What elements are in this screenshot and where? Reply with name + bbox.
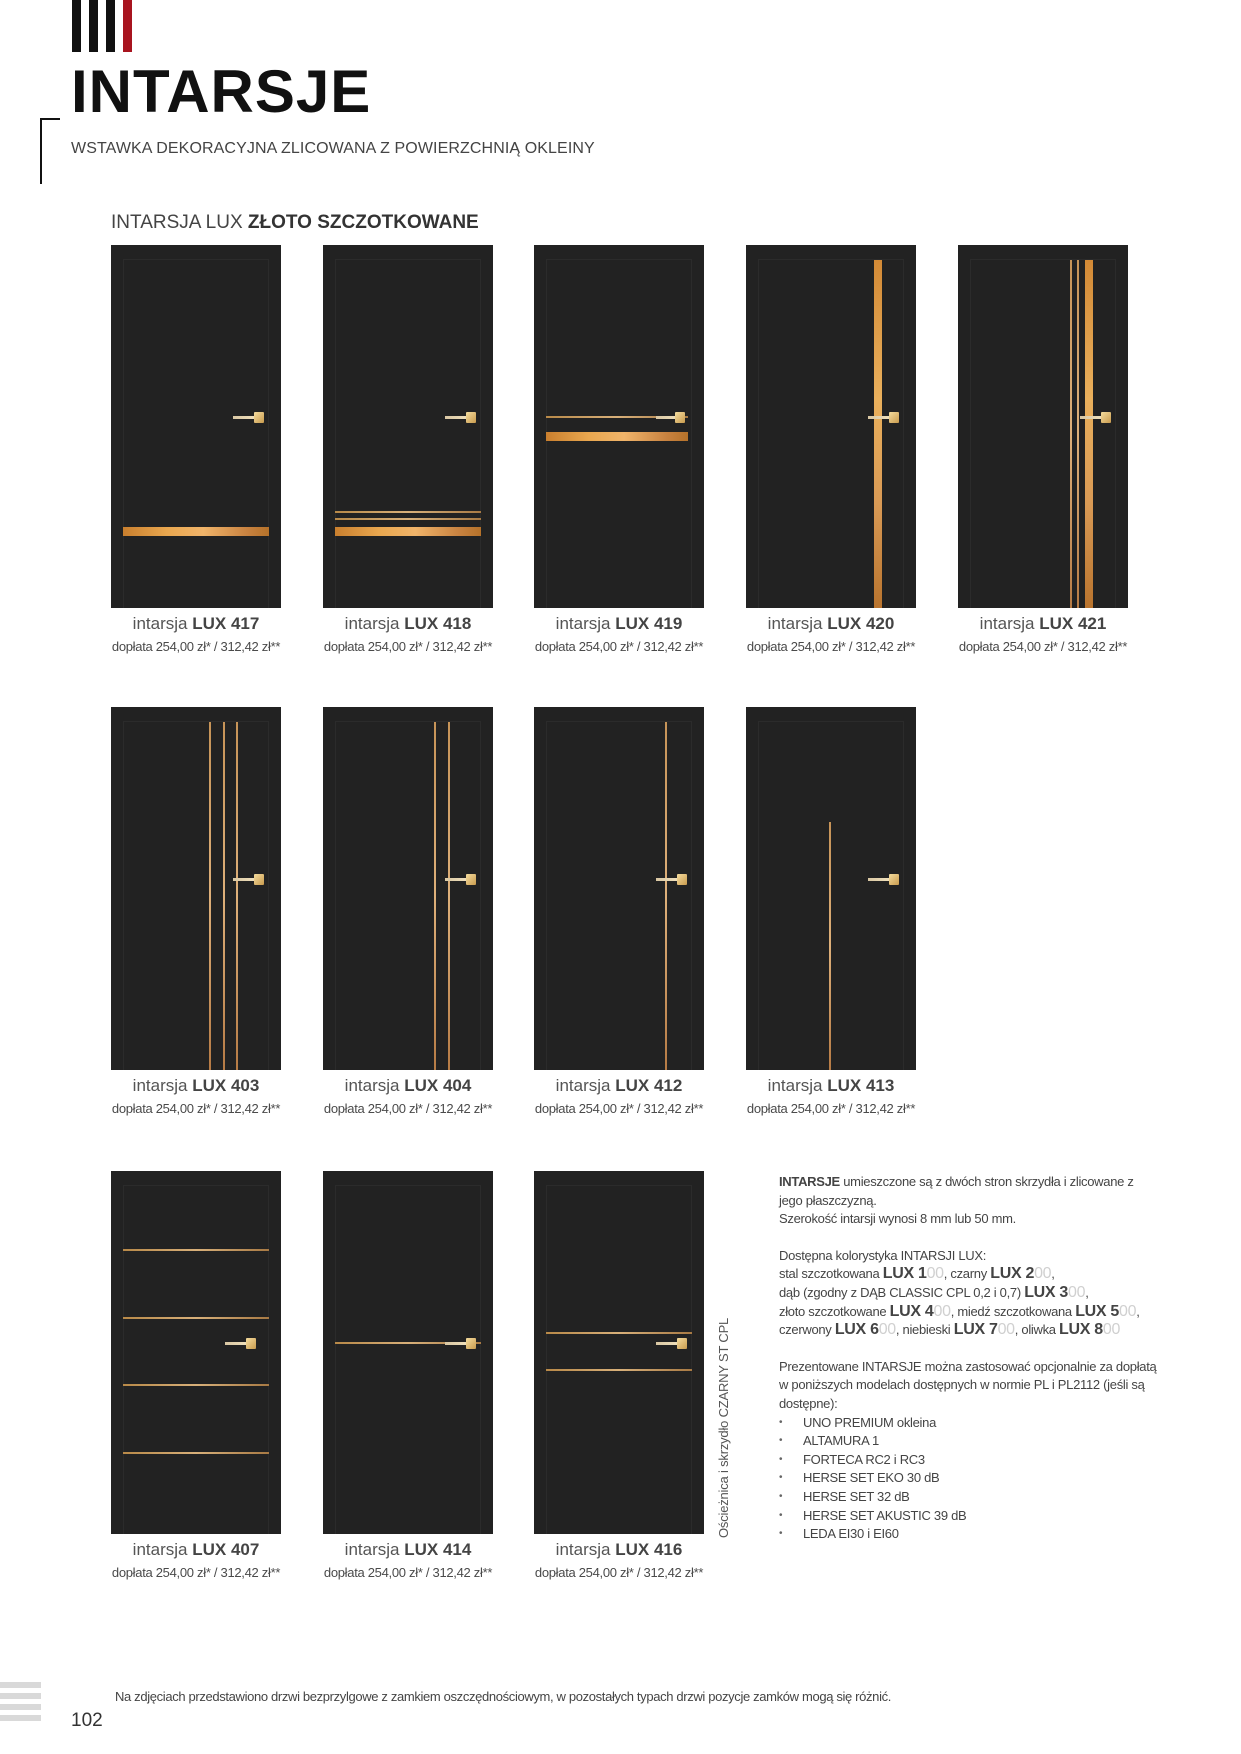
door-model-name: intarsja LUX 418	[344, 614, 472, 633]
door-card-lux-414	[323, 1171, 493, 1580]
door-price: dopłata 254,00 zł* / 312,42 zł**	[958, 639, 1128, 654]
door-model-name: intarsja LUX 419	[555, 614, 683, 633]
page-number: 102	[71, 1710, 103, 1731]
brand-logo-bars	[72, 0, 142, 52]
door-price: dopłata 254,00 zł* / 312,42 zł**	[111, 1101, 281, 1116]
inlay-strip	[1085, 260, 1093, 608]
inlay-strip	[223, 722, 225, 1070]
door-model-name: intarsja LUX 417	[132, 614, 260, 633]
door-model-name: intarsja LUX 412	[555, 1076, 683, 1095]
footer-note: Na zdjęciach przedstawiono drzwi bezprzylgowe z zamkiem oszczędnościowym, w pozostałych typach drzwi pozycje zamków mogą się różnić.	[115, 1689, 892, 1704]
colors-heading: Dostępna kolorystyka INTARSJI LUX:	[779, 1247, 987, 1263]
list-item: • HERSE SET AKUSTIC 39 dB	[779, 1507, 1159, 1526]
inlay-strip	[123, 1452, 269, 1454]
door-image	[323, 1171, 493, 1534]
inlay-strip	[123, 527, 269, 536]
door-model-name: intarsja LUX 416	[555, 1540, 683, 1559]
door-image	[111, 245, 281, 608]
door-price: dopłata 254,00 zł* / 312,42 zł**	[323, 639, 493, 654]
handle-rose	[246, 1338, 256, 1349]
door-card-lux-404	[323, 707, 493, 1116]
door-model-name: intarsja LUX 403	[132, 1076, 260, 1095]
list-item: • LEDA EI30 i EI60	[779, 1525, 1159, 1544]
door-card-lux-412	[534, 707, 704, 1116]
door-image	[323, 245, 493, 608]
inlay-strip	[874, 260, 882, 608]
inlay-strip	[236, 722, 238, 1070]
door-card-lux-418	[323, 245, 493, 654]
door-model-name: intarsja LUX 404	[344, 1076, 472, 1095]
door-image	[534, 1171, 704, 1534]
door-price: dopłata 254,00 zł* / 312,42 zł**	[534, 1101, 704, 1116]
handle-rose	[889, 412, 899, 423]
door-card-lux-413	[746, 707, 916, 1116]
door-image	[534, 707, 704, 1070]
door-card-lux-421	[958, 245, 1128, 654]
door-price: dopłata 254,00 zł* / 312,42 zł**	[111, 639, 281, 654]
inlay-strip	[546, 432, 688, 441]
inlay-strip	[123, 1317, 269, 1319]
door-price: dopłata 254,00 zł* / 312,42 zł**	[323, 1565, 493, 1580]
handle-rose	[466, 1338, 476, 1349]
door-price: dopłata 254,00 zł* / 312,42 zł**	[534, 1565, 704, 1580]
logo-bar	[72, 0, 81, 52]
list-item: • UNO PREMIUM okleina	[779, 1414, 1159, 1433]
inlay-strip	[335, 511, 481, 513]
door-card-lux-416	[534, 1171, 704, 1580]
handle-rose	[677, 1338, 687, 1349]
door-model-name: intarsja LUX 420	[767, 614, 895, 633]
door-model-name: intarsja LUX 407	[132, 1540, 260, 1559]
decorative-corner-lines	[0, 1682, 41, 1726]
door-image	[111, 707, 281, 1070]
inlay-strip	[209, 722, 211, 1070]
door-price: dopłata 254,00 zł* / 312,42 zł**	[746, 639, 916, 654]
inlay-strip	[546, 1369, 692, 1371]
list-item: • HERSE SET 32 dB	[779, 1488, 1159, 1507]
door-image	[323, 707, 493, 1070]
door-model-name: intarsja LUX 421	[979, 614, 1107, 633]
list-item: • ALTAMURA 1	[779, 1432, 1159, 1451]
inlay-strip	[1077, 260, 1079, 608]
logo-bar	[89, 0, 98, 52]
door-price: dopłata 254,00 zł* / 312,42 zł**	[111, 1565, 281, 1580]
door-image	[534, 245, 704, 608]
info-intro: INTARSJE umieszczone są z dwóch stron skrzydła i zlicowane z jego płaszczyzną.	[779, 1174, 1134, 1208]
section-heading-prefix: INTARSJA LUX	[111, 212, 243, 233]
inlay-strip	[123, 1249, 269, 1251]
door-card-lux-403	[111, 707, 281, 1116]
door-image	[958, 245, 1128, 608]
inlay-strip	[1070, 260, 1072, 608]
handle-rose	[889, 874, 899, 885]
handle-rose	[466, 874, 476, 885]
door-card-lux-417	[111, 245, 281, 654]
page-subtitle: WSTAWKA DEKORACYJNA ZLICOWANA Z POWIERZCHNIĄ OKLEINY	[71, 140, 595, 157]
list-item: • FORTECA RC2 i RC3	[779, 1451, 1159, 1470]
inlay-strip	[335, 518, 481, 520]
handle-rose	[466, 412, 476, 423]
door-card-lux-420	[746, 245, 916, 654]
colors-list: stal szczotkowana LUX 100, czarny LUX 200, dąb (zgodny z DĄB CLASSIC CPL 0,2 i 0,7) LUX 300, złoto szczotkowane LUX 400, miedź szczotkowana LUX 500, czerwony LUX 600, niebieski LUX 700, oliwka LUX 800	[779, 1265, 1140, 1339]
door-model-name: intarsja LUX 414	[344, 1540, 472, 1559]
door-finish-label: Ościeżnica i skrzydło CZARNY ST CPL	[716, 1317, 731, 1538]
inlay-strip	[829, 822, 831, 1070]
page-title: INTARSJE	[71, 58, 372, 125]
door-image	[746, 707, 916, 1070]
info-block	[779, 1173, 1159, 1544]
list-item: • HERSE SET EKO 30 dB	[779, 1469, 1159, 1488]
handle-rose	[1101, 412, 1111, 423]
door-image	[111, 1171, 281, 1534]
door-price: dopłata 254,00 zł* / 312,42 zł**	[323, 1101, 493, 1116]
door-card-lux-419	[534, 245, 704, 654]
logo-bar-accent	[123, 0, 132, 52]
door-price: dopłata 254,00 zł* / 312,42 zł**	[746, 1101, 916, 1116]
inlay-strip	[123, 1384, 269, 1386]
handle-rose	[254, 412, 264, 423]
section-heading-bold: ZŁOTO SZCZOTKOWANE	[247, 212, 479, 233]
models-intro: Prezentowane INTARSJE można zastosować opcjonalnie za dopłatą w poniższych modelach dostępnych w normie PL i PL2112 (jeśli są dostępne):	[779, 1358, 1157, 1411]
handle-rose	[254, 874, 264, 885]
logo-bar	[106, 0, 115, 52]
door-price: dopłata 254,00 zł* / 312,42 zł**	[534, 639, 704, 654]
door-image	[746, 245, 916, 608]
inlay-strip	[448, 722, 450, 1070]
door-model-name: intarsja LUX 413	[767, 1076, 895, 1095]
inlay-strip	[335, 527, 481, 536]
inlay-strip	[546, 1332, 692, 1334]
inlay-strip	[434, 722, 436, 1070]
handle-rose	[677, 874, 687, 885]
decorative-bracket	[40, 118, 60, 184]
door-card-lux-407	[111, 1171, 281, 1580]
section-heading	[111, 212, 479, 234]
info-width: Szerokość intarsji wynosi 8 mm lub 50 mm.	[779, 1211, 1016, 1227]
models-list	[779, 1414, 1159, 1544]
inlay-strip	[665, 722, 667, 1070]
handle-rose	[675, 412, 685, 423]
